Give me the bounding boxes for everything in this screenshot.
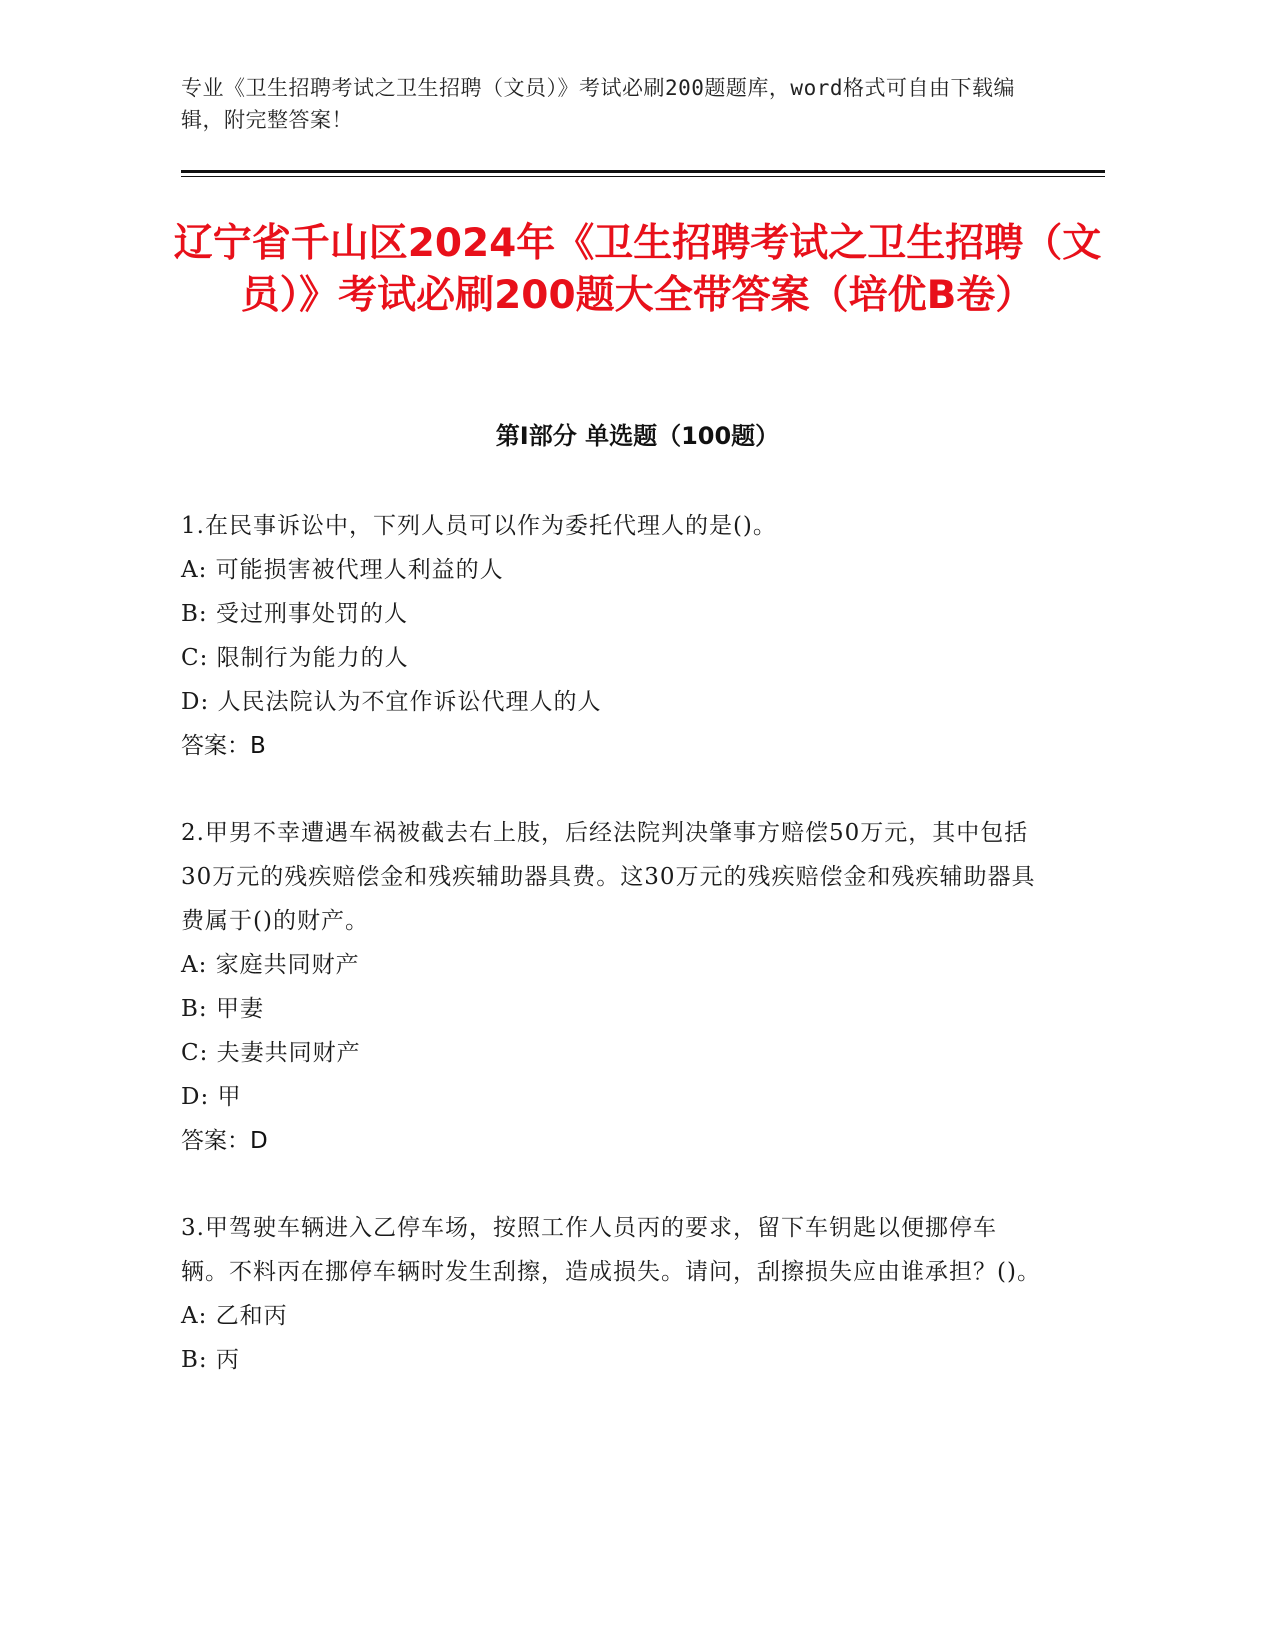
question-1 [181, 504, 1041, 768]
option-d: D: 甲 [181, 1084, 242, 1110]
option-b: B: 甲妻 [181, 996, 264, 1022]
question-text: 2.甲男不幸遭遇车祸被截去右上肢，后经法院判决肇事方赔偿50万元，其中包括30万元的残疾赔偿金和残疾辅助器具费。这30万元的残疾赔偿金和残疾辅助器具费属于()的财产。 [181, 820, 1036, 934]
answer: 答案：B [181, 733, 266, 759]
question-2 [181, 811, 1041, 1163]
option-c: C: 限制行为能力的人 [181, 645, 409, 671]
option-a: A: 乙和丙 [181, 1303, 288, 1329]
header-note: 专业《卫生招聘考试之卫生招聘（文员）》考试必刷200题题库，word格式可自由下载编辑，附完整答案！ [181, 76, 1015, 132]
option-b: B: 丙 [181, 1347, 240, 1373]
question-text: 3.甲驾驶车辆进入乙停车场，按照工作人员丙的要求，留下车钥匙以便挪停车辆。不料丙在挪停车辆时发生刮擦，造成损失。请问，刮擦损失应由谁承担？()。 [181, 1215, 1041, 1285]
section-title: 第Ⅰ部分 单选题（100题） [495, 422, 780, 450]
option-a: A: 可能损害被代理人利益的人 [181, 557, 504, 583]
header-divider-thick [181, 170, 1105, 173]
header-divider-thin [181, 176, 1105, 177]
question-list [181, 504, 1041, 1425]
option-a: A: 家庭共同财产 [181, 952, 360, 978]
option-d: D: 人民法院认为不宜作诉讼代理人的人 [181, 689, 602, 715]
document-title: 辽宁省千山区2024年《卫生招聘考试之卫生招聘（文员）》考试必刷200题大全带答案（培优B卷） [173, 221, 1102, 318]
question-3 [181, 1206, 1041, 1382]
option-b: B: 受过刑事处罚的人 [181, 601, 408, 627]
answer: 答案：D [181, 1128, 268, 1154]
option-c: C: 夫妻共同财产 [181, 1040, 361, 1066]
question-text: 1.在民事诉讼中，下列人员可以作为委托代理人的是()。 [181, 513, 777, 539]
